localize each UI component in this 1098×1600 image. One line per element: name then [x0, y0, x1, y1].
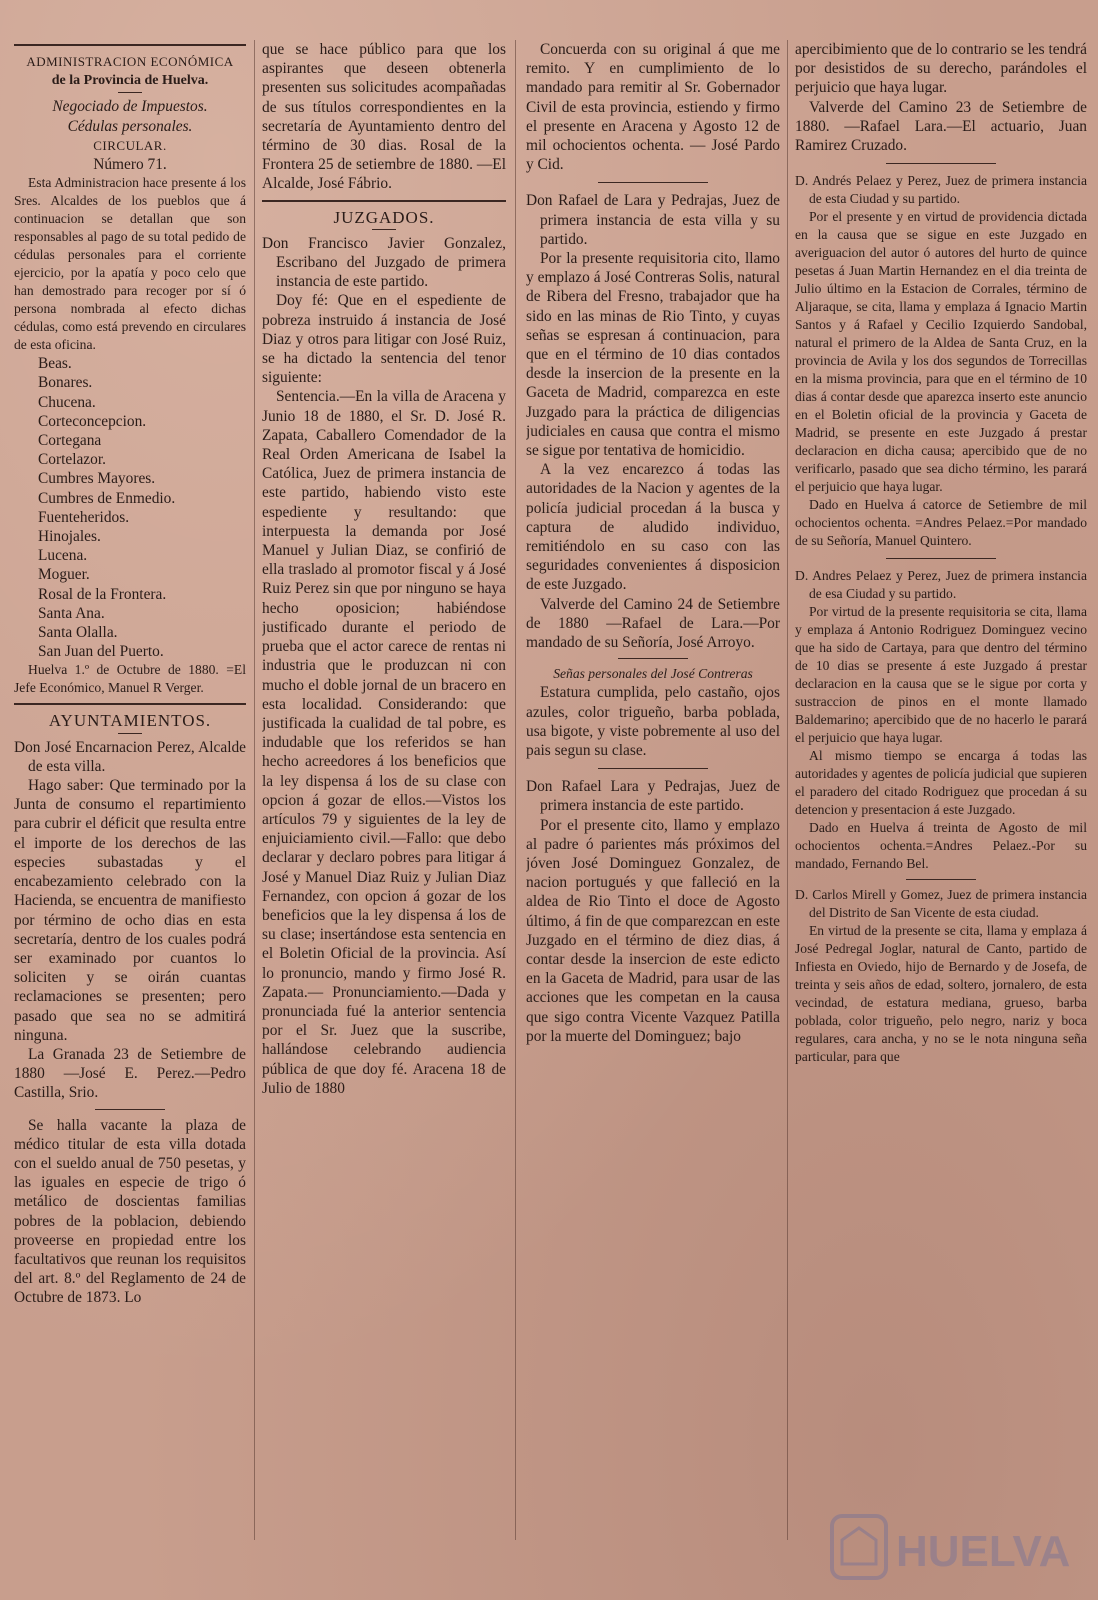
circular-signature: Huelva 1.º de Octubre de 1880. =El Jefe Económico, Manuel R Verger.: [14, 662, 246, 696]
section-rule: [14, 703, 246, 705]
requisitoria-1-author: Don Rafael de Lara y Pedrajas, Juez de primera instancia de esta villa y su partido.: [526, 192, 780, 248]
escribano-author: Don Francisco Javier Gonzalez, Escribano del Juzgado de primera instancia de este partido.: [262, 234, 506, 291]
divider: [618, 658, 688, 659]
divider: [906, 879, 976, 880]
pueblo-item: Cumbres de Enmedio.: [38, 489, 176, 507]
ayunt-signature: La Granada 23 de Setiembre de 1880 —José E. Perez.—Pedro Castilla, Srio.: [14, 1045, 246, 1102]
pueblo-item: Moguer.: [38, 566, 90, 584]
requisitoria-4-body-2: Al mismo tiempo se encarga á todas las autoridades y agentes de policía judicial que supieren el paradero del citado Rodriguez que procedan á su detencion y presentacion á este Juzgado.: [795, 748, 1087, 818]
divider: [118, 733, 142, 734]
divider: [372, 229, 396, 230]
pueblo-item: Cortelazor.: [38, 451, 106, 469]
column-1: [14, 40, 246, 1580]
pueblo-item: Rosal de la Frontera.: [38, 585, 167, 603]
requisitoria-4-body: Por virtud de la presente requisitoria se cita, llama y emplaza á Antonio Rodriguez Dominguez vecino que ha sido de Cartaya, para que dentro del término de 10 dias se presente á este Juzgado á prestar declaracion en la causa que se le sigue por corta y sustraccion de pinos en el monte llamado Baldemarino; apercibido que de no hacerlo le parará el perjuicio que haya lugar.: [795, 604, 1087, 746]
pueblo-item: Lucena.: [38, 547, 88, 565]
divider: [886, 163, 996, 164]
escribano-body: Doy fé: Que en el espediente de pobreza instruido á instancia de José Diaz y otros para litigar con José Ruiz, se ha dictado la sentencia del tenor siguiente:: [262, 292, 506, 387]
apercibimiento-text: apercibimiento que de lo contrario se les tendrá por desistidos de su derecho, parándoles el perjuicio que haya lugar.: [795, 41, 1087, 97]
watermark-text: HUELVA: [896, 1527, 1071, 1576]
column-rule: [787, 40, 788, 1540]
circular-label: CIRCULAR.: [93, 137, 167, 153]
requisitoria-1-body: Por la presente requisitoria cito, llamo y emplazo á José Contreras Solis, natural de Ribera del Fresno, trabajador que ha sido en las minas de Rio Tinto, y cuyas señas se espresan á continuacion, para que en el término de 10 dias contados desde la insercion de la presente en la Gaceta de Madrid, comparezca en este Juzgado para la práctica de diligencias judiciales en causa que contra el mismo se sigue por tentativa de homicidio.: [526, 250, 780, 460]
requisitoria-2-author: Don Rafael Lara y Pedrajas, Juez de primera instancia de este partido.: [526, 778, 780, 815]
requisitoria-1-signature: Valverde del Camino 24 de Setiembre de 1880 —Rafael de Lara.—Por mandado de su Señoría, José Arroyo.: [526, 595, 780, 652]
requisitoria-2-body: Por el presente cito, llamo y emplazo al padre ó parientes más próximos del jóven José Dominguez Gonzalez, de nacion portugués y que falleció en la aldea de Rio Tinto el doce de Agosto último, á fin de que comparezcan en este Juzgado en el término de diez dias, á contar desde la insercion de este edicto en la Gaceta de Madrid, para usar de las acciones que les competan en la causa que sigo contra Vicente Vazquez Patilla por la muerte del Dominguez; bajo: [526, 816, 780, 1045]
divider: [118, 92, 142, 93]
circular-number: Número 71.: [93, 156, 167, 174]
negociado-title: Negociado de Impuestos.: [52, 98, 208, 116]
vacante-notice: Se halla vacante la plaza de médico titular de esta villa dotada con el sueldo anual de 750 pesetas, y las iguales en especie de trigo ó metálico de doscientas familias pobres de la poblacion, debiendo proveerse en propiedad entre los facultativos que reunan los requisitos del art. 8.º del Reglamento de 24 de Octubre de 1873. Lo: [14, 1116, 246, 1307]
circular-body: Esta Administracion hace presente á los Sres. Alcaldes de los pueblos que á continuacion se detallan que son responsables al pago de su total pedido de cédulas personales para el corriente ejercicio, por la apatía y poco celo que han demostrado para recoger por sí ó persona nombrada al efecto dichas cédulas, como está prevendo en circulares de esta oficina.: [14, 175, 246, 353]
requisitoria-5-body: En virtud de la presente se cita, llama y emplaza á José Pedregal Joglar, natural de Canto, partido de Infiesta en Oviedo, hijo de Bernardo y de Josefa, de treinta y seis años de edad, soltero, jornalero, de esta vecindad, de estatura mediana, grueso, barba poblada, color trigueño, pelo negro, nariz y boca regulares, cara ancha, y no se le nota ninguna seña particular, para que: [795, 923, 1087, 1065]
watermark-icon: [828, 1510, 1078, 1584]
pueblos-list: [14, 354, 246, 661]
sentencia-text: Sentencia.—En la villa de Aracena y Junio 18 de 1880, el Sr. D. José R. Zapata, Caballero Comendador de la Real Orden Americana de Isabel la Católica, Juez de primera instancia de este partido, habiendo visto este espediente y resultando: que interpuesta la demanda por José Manuel y Julian Diaz, se confirió de ella traslado al promotor fiscal y á José Ruiz Perez sin que por ninguno se haya hecho oposicion; habiéndose justificado durante el periodo de prueba que el actor carece de rentas ni industria que le produzcan ni con mucho el doble jornal de un bracero en esta localidad. Considerando: que justificada la cualidad de tal pobre, es indudable que los referidos se han hecho acreedores á los beneficios que la ley dispensa á los de su clase con opcion á gozar de ellos.—Vistos los artículos 79 y siguientes de la ley de enjuiciamiento civil.—Fallo: que debo declarar y declaro pobres para litigar á José y Manuel Diaz Ruiz y Julian Diaz Fernandez, con opcion á gozar de los beneficios que la ley dispensa á los de su clase; insertándose esta sentencia en el Boletin Oficial de la provincia. Así lo pronuncio, mando y firmo José R. Zapata.— Pronunciamiento.—Dada y pronunciada fué la anterior sentencia por el Sr. Juez que la suscribe, hallándose celebrando audiencia pública de que doy fé. Aracena 18 de Julio de 1880: [262, 388, 506, 1097]
divider: [598, 768, 708, 769]
huelva-watermark-logo: [828, 1510, 1078, 1584]
pueblo-item: Santa Olalla.: [38, 624, 118, 642]
section-rule: [262, 200, 506, 202]
cedulas-title: Cédulas personales.: [67, 117, 193, 135]
pueblo-item: Bonares.: [38, 374, 93, 392]
ayuntamientos-title: AYUNTAMIENTOS.: [48, 711, 212, 731]
requisitoria-4-signature: Dado en Huelva á treinta de Agosto de mil ochocientos ochenta.=Andres Pelaez.-Por su mandado, Fernando Bel.: [795, 820, 1087, 872]
ayunt-author: Don José Encarnacion Perez, Alcalde de esta villa.: [14, 738, 246, 775]
requisitoria-3-body: Por el presente y en virtud de providencia dictada en la causa que se sigue en este Juzgado en averiguacion del autor ó autores del hurto de quince pesetas á Juan Martin Hernandez en el dia treinta de Julio último en la Estacion de Corrales, término de Aljaraque, se cita, llama y emplaza á Ignacio Martin Santos y á Rafael y Cecilio Izquierdo Sandobal, natural el primero de la Aldea de Santa Cruz, en la provincia de Avila y los dos segundos de Torrecillas en la misma provincia, para que en el término de 10 dias á contar desde que aparezca inserto este anuncio en el Boletin oficial de la provincia y Gaceta de Madrid, se presente en este Juzgado á prestar declaracion en dicha causa; apercibido que de no verificarlo, pasado que sea dicho término, les parará el perjuicio que haya lugar.: [795, 209, 1087, 495]
column-rule: [254, 40, 255, 1540]
requisitoria-1-body-2: A la vez encarezco á todas las autoridades de la Nacion y agentes de la policía judicial procedan á la busca y captura de aludido individuo, remitiéndolo en su caso con las seguridades convenientes á disposicion de este Juzgado.: [526, 461, 780, 594]
column-rule: [515, 40, 516, 1540]
requisitoria-4-author: D. Andres Pelaez y Perez, Juez de primera instancia de esa Ciudad y su partido.: [795, 568, 1087, 602]
requisitoria-5-author: D. Carlos Mirell y Gomez, Juez de primera instancia del Distrito de San Vicente de esta ciudad.: [795, 887, 1087, 921]
pueblo-item: Fuenteheridos.: [38, 508, 130, 526]
ayunt-body: Hago saber: Que terminado por la Junta de consumo el repartimiento para cubrir el déficit que resulta entre el importe de los derechos de las especies subastadas y el encabezamiento celebrado con la Hacienda, se encuentra de manifiesto por término de ocho dias en esta secretaría, dentro de los cuales podrá ser examinado por cuantos lo soliciten y se oirán cuantas reclamaciones se presenten; pero pasado que sea no se admitirá ninguna.: [14, 777, 246, 1044]
column-2: [262, 40, 506, 1580]
requisitoria-3-signature: Dado en Huelva á catorce de Setiembre de mil ochocientos ochenta. =Andres Pelaez.=Por mandado de su Señoría, Manuel Quintero.: [795, 497, 1087, 549]
column-4: [795, 40, 1087, 1580]
pueblo-item: San Juan del Puerto.: [38, 643, 164, 661]
pueblo-item: Hinojales.: [38, 528, 101, 546]
juzgados-title: JUZGADOS.: [333, 207, 435, 227]
column-3: [526, 40, 780, 1580]
pueblo-item: Corteconcepcion.: [38, 412, 147, 430]
apercibimiento-signature: Valverde del Camino 23 de Setiembre de 1880. —Rafael Lara.—El actuario, Juan Ramirez Cruzado.: [795, 98, 1087, 155]
pueblo-item: Chucena.: [38, 393, 96, 411]
concuerda-text: Concuerda con su original á que me remito. Y en cumplimiento de lo mandado para remitir al Sr. Gobernador Civil de esta provincia, estiendo y firmo el presente en Aracena y Agosto 12 de mil ochocientos ochenta. — José Pardo y Cid.: [526, 41, 780, 174]
pueblo-item: Cortegana: [38, 432, 102, 450]
divider: [598, 182, 708, 183]
vacante-continuation: que se hace público para que los aspirantes que deseen obtenerla presenten sus solicitudes acompañadas de sus títulos correspondientes en la secretaría de Ayuntamiento dentro del término de 30 dias. Rosal de la Frontera 25 de setiembre de 1880. —El Alcalde, José Fábrio.: [262, 41, 506, 193]
top-rule: [14, 44, 246, 46]
admin-header: ADMINISTRACION ECONÓMICA: [26, 54, 234, 69]
pueblo-item: Beas.: [38, 355, 72, 373]
requisitoria-3-author: D. Andrés Pelaez y Perez, Juez de primera instancia de esta Ciudad y su partido.: [795, 173, 1087, 207]
senas-body: Estatura cumplida, pelo castaño, ojos azules, color trigueño, barba poblada, usa bigote, y viste pobremente al uso del pais segun su clase.: [526, 684, 780, 759]
divider: [95, 1109, 165, 1110]
pueblo-item: Cumbres Mayores.: [38, 470, 156, 488]
admin-header-province: de la Provincia de Huelva.: [51, 73, 209, 89]
senas-title: Señas personales del José Contreras: [553, 666, 753, 682]
divider: [886, 558, 996, 559]
pueblo-item: Santa Ana.: [38, 604, 105, 622]
